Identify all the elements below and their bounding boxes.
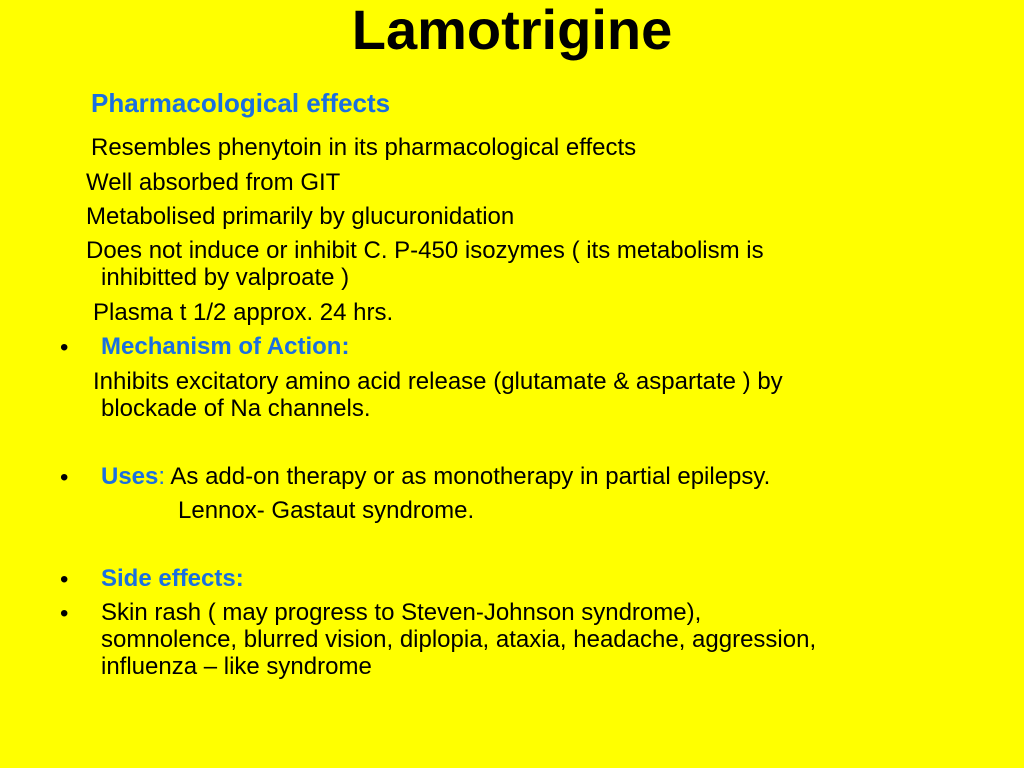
pharmacology-line-1: Resembles phenytoin in its pharmacological effects: [91, 134, 637, 161]
pharmacology-line-6: Plasma t 1/2 approx. 24 hrs.: [93, 299, 394, 326]
side-effects-heading: Side effects:: [101, 565, 244, 592]
uses-colon: :: [158, 463, 166, 490]
mechanism-heading: Mechanism of Action:: [101, 333, 350, 360]
side-effects-bullet: •: [60, 566, 69, 593]
pharmacology-line-3: Metabolised primarily by glucuronidation: [86, 203, 515, 230]
side-effects-item-bullet: •: [60, 600, 69, 627]
pharmacology-line-5: inhibitted by valproate ): [101, 264, 350, 291]
pharmacology-line-2: Well absorbed from GIT: [86, 169, 341, 196]
uses-text: As add-on therapy or as monotherapy in partial epilepsy.: [165, 463, 771, 490]
mechanism-bullet: •: [60, 334, 69, 361]
slide-title: Lamotrigine: [351, 0, 673, 61]
side-effects-line-2: somnolence, blurred vision, diplopia, ataxia, headache, aggression,: [101, 626, 817, 653]
mechanism-line-1: Inhibits excitatory amino acid release (glutamate & aspartate ) by: [93, 368, 783, 395]
mechanism-line-2: blockade of Na channels.: [101, 395, 371, 422]
uses-line-2: Lennox- Gastaut syndrome.: [178, 497, 475, 524]
uses-line: [101, 463, 770, 491]
uses-bullet: •: [60, 464, 69, 491]
pharmacology-heading: Pharmacological effects: [91, 88, 391, 118]
uses-label: Uses: [101, 463, 159, 490]
side-effects-line-1: Skin rash ( may progress to Steven-Johnson syndrome),: [101, 599, 702, 626]
pharmacology-line-4: Does not induce or inhibit C. P-450 isozymes ( its metabolism is: [86, 237, 764, 264]
side-effects-line-3: influenza – like syndrome: [101, 653, 372, 680]
